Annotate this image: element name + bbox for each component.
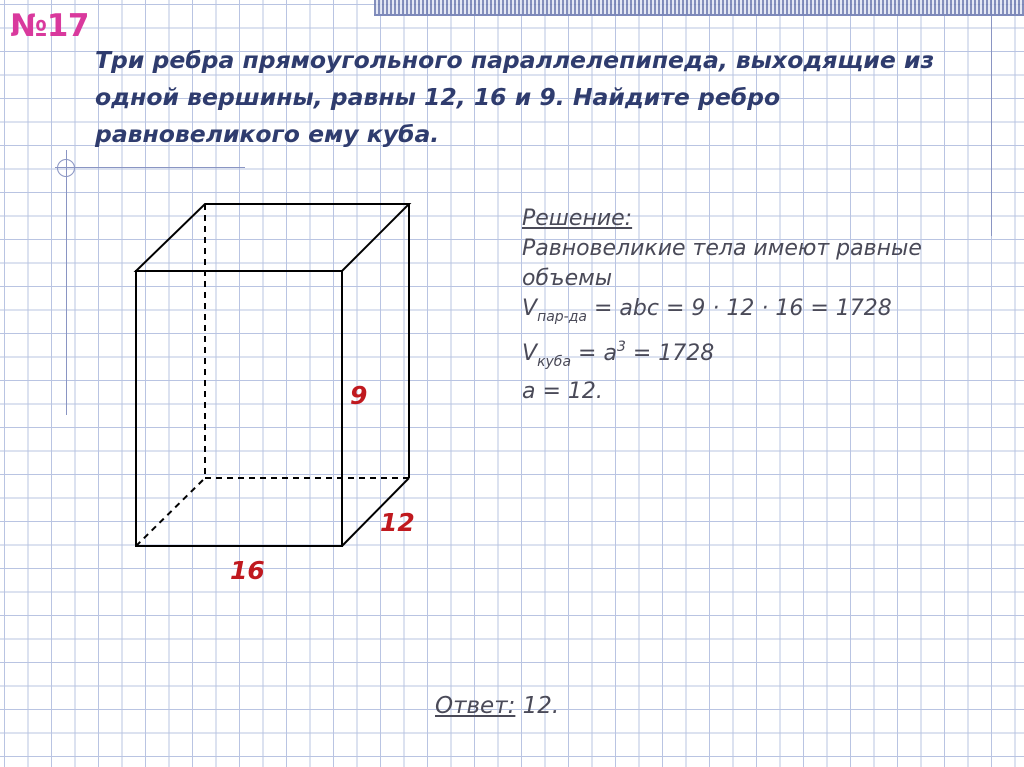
solution-note-line-2: объемы bbox=[522, 266, 613, 291]
answer-line bbox=[435, 693, 559, 719]
volume-rhs: = 1728 bbox=[625, 341, 715, 366]
statement-line-1: Три ребра прямоугольного параллелепипеда, выходящие из bbox=[95, 46, 935, 74]
volume-expression: = abc = 9 · 12 · 16 = 1728 bbox=[587, 296, 892, 321]
statement-line-2: одной вершины, равны 12, 16 и 9. Найдите ребро bbox=[95, 83, 781, 111]
edge-label-height: 9 bbox=[350, 381, 368, 410]
volume-subscript: куба bbox=[537, 354, 572, 370]
solution-note-line-1: Равновеликие тела имеют равные bbox=[522, 236, 922, 261]
volume-lhs: = a bbox=[571, 341, 617, 366]
problem-number: №17 bbox=[10, 8, 89, 44]
top-face bbox=[136, 204, 409, 271]
statement-line-3: равновеликого ему куба. bbox=[95, 120, 440, 148]
volume-symbol: V bbox=[522, 341, 538, 366]
answer-value: 12. bbox=[515, 693, 560, 719]
edge-label-depth: 12 bbox=[380, 508, 415, 537]
answer-label: Ответ: bbox=[435, 693, 516, 719]
cube-exponent: 3 bbox=[616, 339, 626, 355]
solution-heading: Решение: bbox=[522, 206, 633, 231]
volume-subscript: пар-да bbox=[537, 309, 587, 325]
edge-label-width: 16 bbox=[230, 556, 265, 585]
front-face bbox=[136, 271, 342, 546]
volume-parallelepiped-formula bbox=[522, 294, 1012, 332]
volume-symbol: V bbox=[522, 296, 538, 321]
solution-block bbox=[522, 204, 1012, 407]
volume-cube-formula bbox=[522, 332, 1012, 377]
hidden-left-edge bbox=[136, 478, 205, 546]
solution-result: a = 12. bbox=[522, 379, 603, 404]
